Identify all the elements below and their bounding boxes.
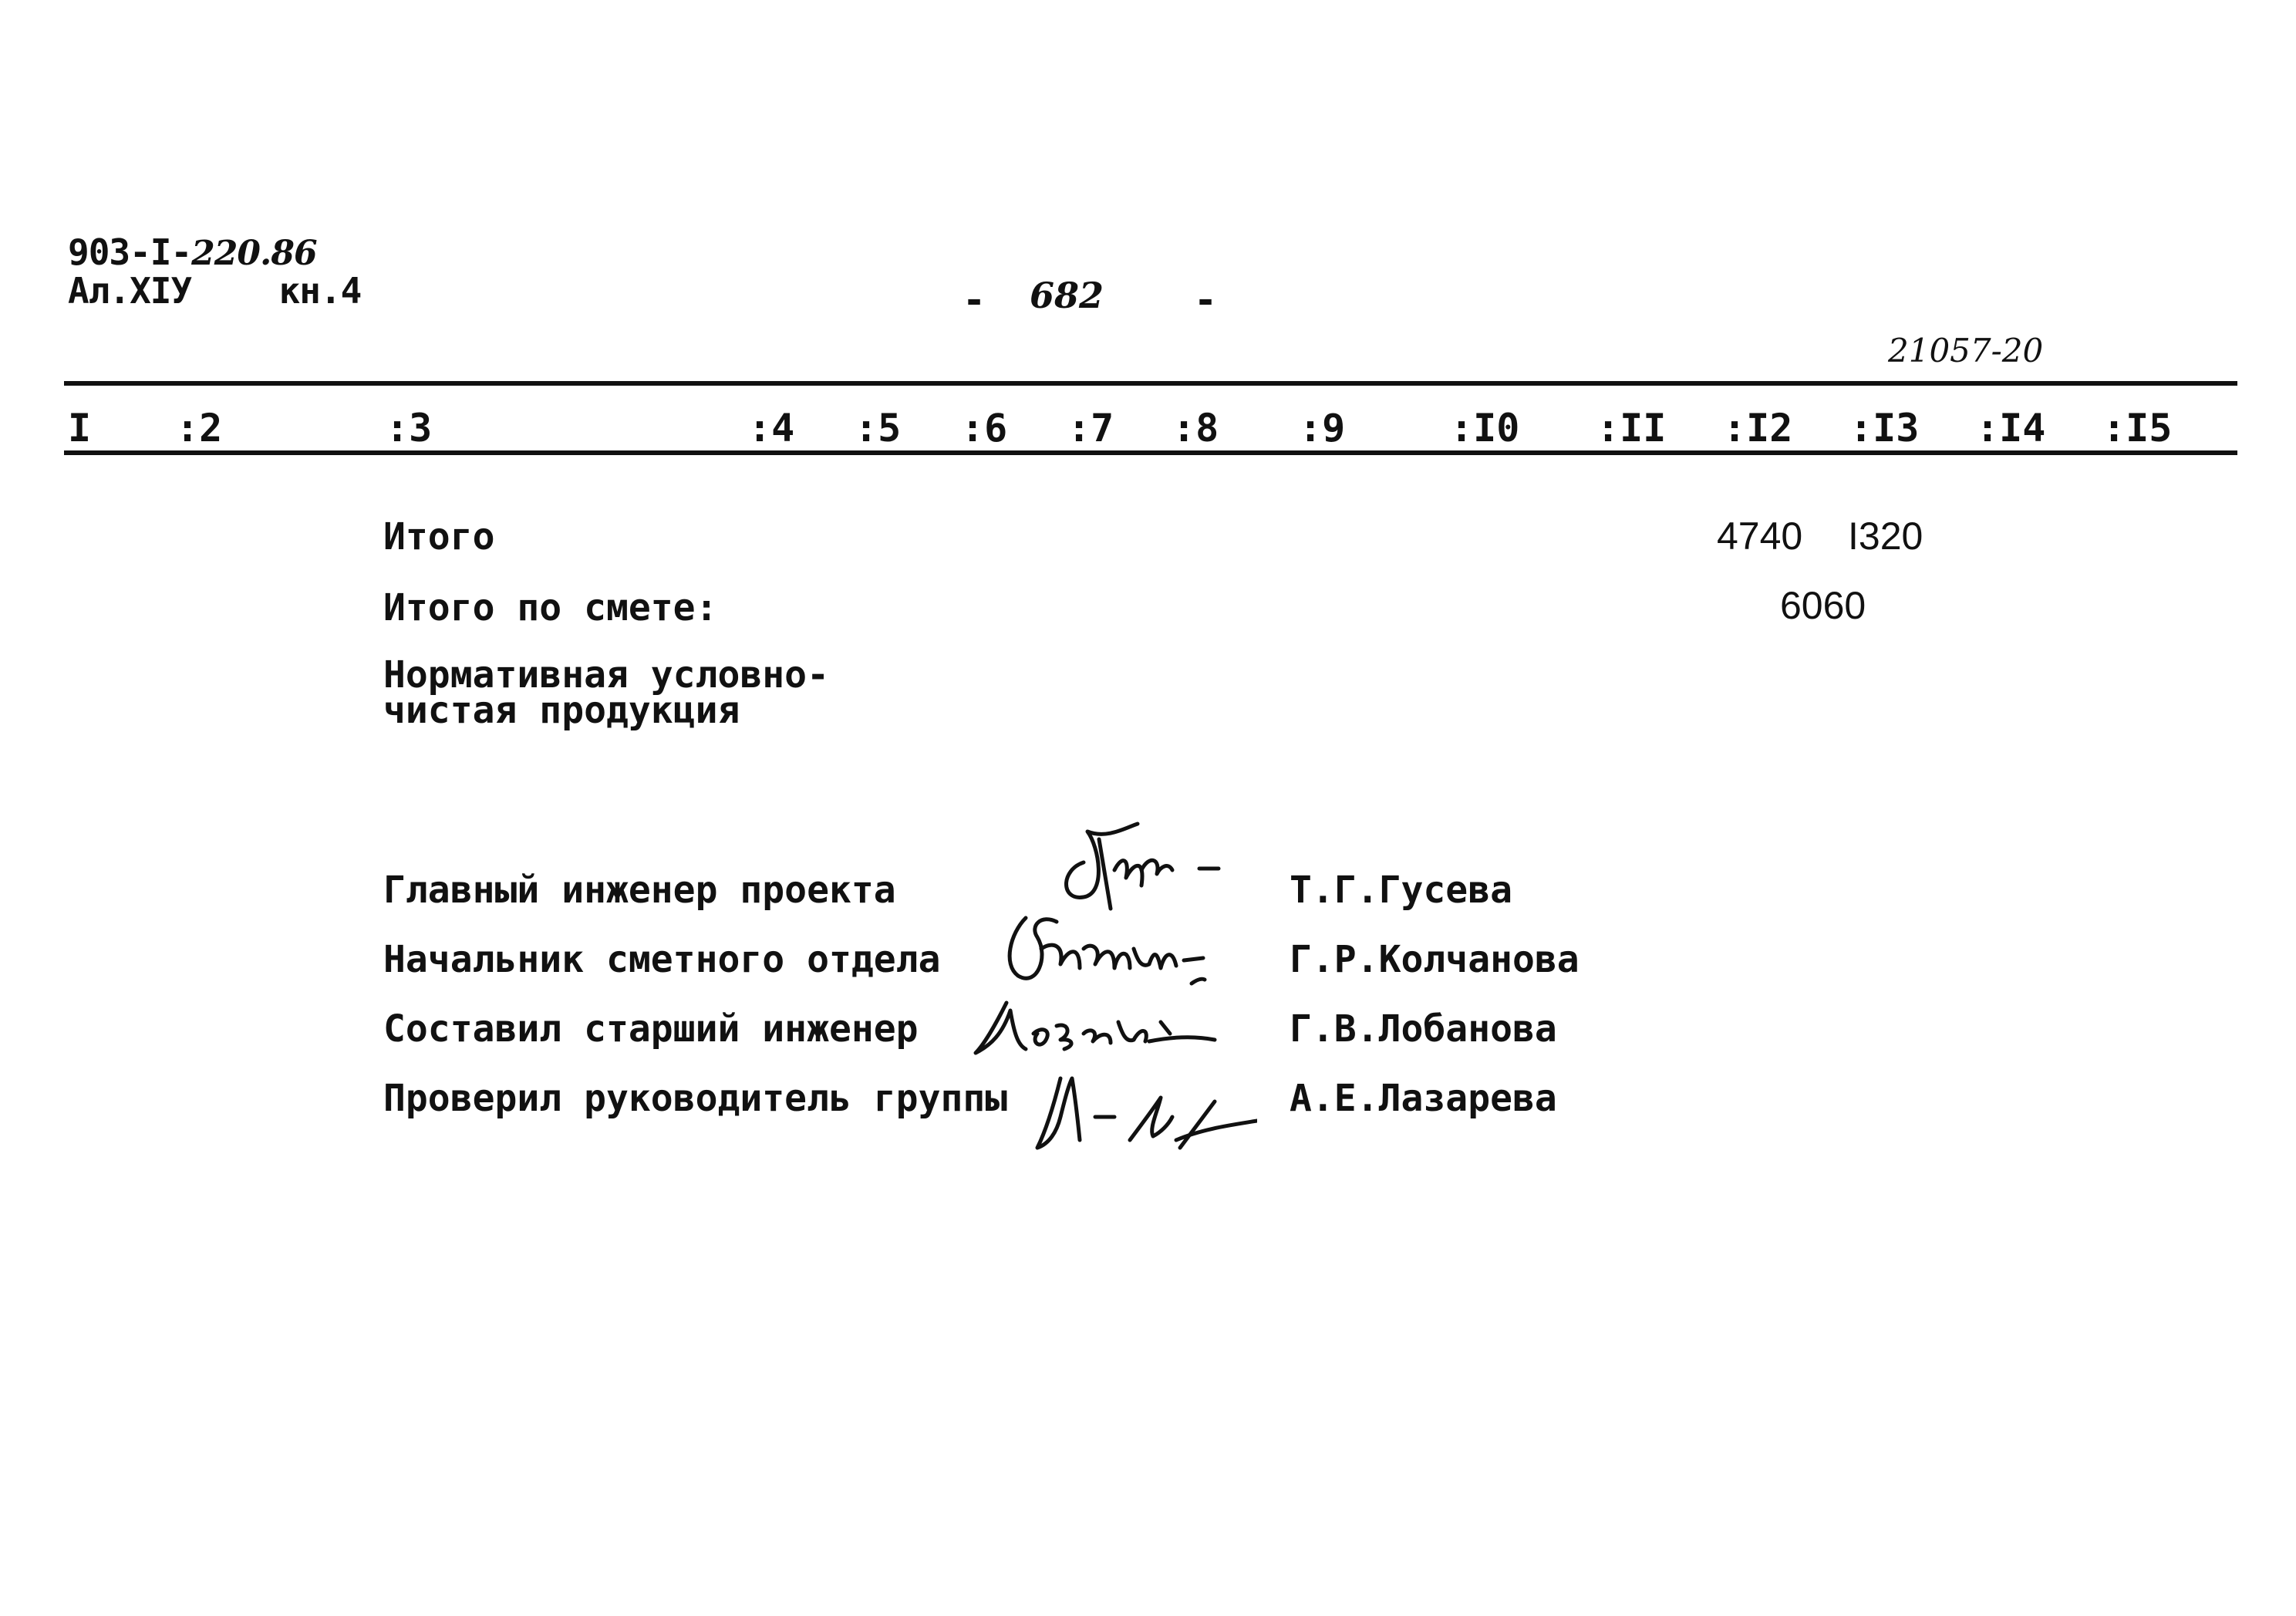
album-label: Ал.XIУ: [68, 270, 192, 312]
signature-name-1: Т.Г.Гусева: [1290, 869, 1512, 912]
column-number-15: :I5: [2102, 406, 2173, 450]
album-book-line: [68, 270, 361, 312]
signature-role-2: Начальник сметного отдела: [383, 938, 941, 981]
normative-product-line-1: Нормативная условно-: [383, 653, 829, 697]
column-number-9: :9: [1299, 406, 1346, 450]
handwritten-signature-4: [1026, 1055, 1257, 1163]
page-dash-right: -: [1194, 278, 1218, 322]
smeta-total-label: Итого по смете:: [383, 586, 718, 629]
column-number-8: :8: [1172, 406, 1219, 450]
column-number-12: :I2: [1723, 406, 1793, 450]
column-number-6: :6: [961, 406, 1008, 450]
column-number-10: :I0: [1450, 406, 1520, 450]
column-number-11: :II: [1596, 406, 1667, 450]
signature-name-4: А.Е.Лазарева: [1290, 1077, 1557, 1120]
column-number-7: :7: [1067, 406, 1114, 450]
column-number-5: :5: [855, 406, 902, 450]
signature-name-3: Г.В.Лобанова: [1290, 1007, 1557, 1051]
page-number: 682: [1030, 275, 1104, 316]
column-number-1: I: [68, 406, 92, 450]
itogo-label: Итого: [383, 515, 495, 558]
signature-name-2: Г.Р.Колчанова: [1290, 938, 1580, 981]
signature-role-3: Составил старший инженер: [383, 1007, 919, 1051]
column-number-14: :I4: [1976, 406, 2046, 450]
normative-product-label: [383, 653, 829, 732]
document-number: 21057-20: [1888, 332, 2044, 369]
header-rule: [64, 450, 2237, 455]
itogo-col13-value: I320: [1848, 514, 1923, 558]
column-number-3: :3: [386, 406, 433, 450]
column-number-4: :4: [748, 406, 795, 450]
normative-product-line-2: чистая продукция: [383, 689, 740, 732]
signature-role-1: Главный инженер проекта: [383, 869, 896, 912]
top-rule: [64, 381, 2237, 386]
document-code-handwritten: 220.86: [191, 234, 317, 273]
itogo-col12-value: 4740: [1717, 514, 1803, 558]
page-dash-left: -: [963, 278, 986, 322]
column-number-2: :2: [176, 406, 223, 450]
smeta-total-value: 6060: [1780, 584, 1866, 627]
signature-role-4: Проверил руководитель группы: [383, 1077, 1008, 1120]
column-number-13: :I3: [1849, 406, 1920, 450]
document-code: [68, 231, 317, 273]
book-label: кн.4: [278, 270, 362, 312]
document-code-printed: 903-I-: [68, 231, 192, 273]
